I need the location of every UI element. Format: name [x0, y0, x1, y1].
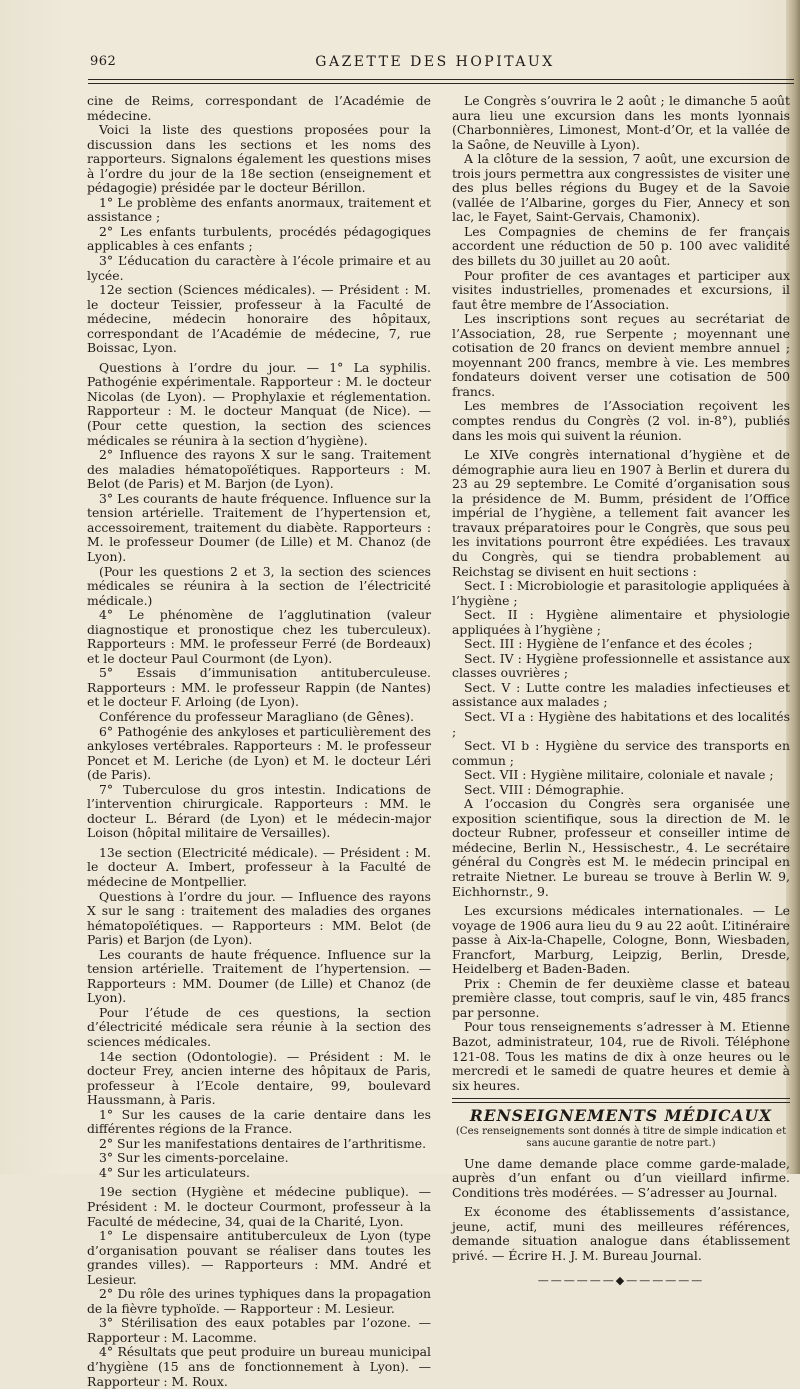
- section-heading-19: 19e section (Hygiène et médecine publique). — Président : M. le docteur Courmont, professeur à la Faculté de médecine, 34, quai de la Charité, Lyon.: [87, 1184, 431, 1229]
- paragraph: 4° Le phénomène de l’agglutination (valeur diagnostique et pronostique chez les tuberculeux). Rapporteurs : MM. le professeur Ferré (de Bordeaux) et le docteur Paul Courmont (de Lyon).: [87, 607, 431, 666]
- page-number: 962: [90, 54, 117, 69]
- journal-title: GAZETTE DES HOPITAUX: [315, 54, 555, 70]
- section-heading-14: 14e section (Odontologie). — Président : M. le docteur Frey, ancien interne des hôpitaux de Paris, professeur à l’Ecole dentaire, 99, boulevard Haussmann, à Paris.: [87, 1048, 431, 1108]
- section-divider: [452, 1098, 790, 1103]
- paragraph: 2° Du rôle des urines typhiques dans la propagation de la fièvre typhoïde. — Rapporteur : M. Lesieur.: [87, 1286, 431, 1316]
- paragraph: Le Congrès s’ouvrira le 2 août ; le dimanche 5 août aura lieu une excursion dans les monts lyonnais (Charbonnières, Limonest, Mont-d’Or, et la vallée de la Saône, de Neuville à Lyon).: [452, 93, 790, 152]
- excursions-paragraph: Les excursions médicales internationales. — Le voyage de 1906 aura lieu du 9 au 22 août. L’itinéraire passe à Aix-la-Chapelle, Cologne, Bonn, Wiesbaden, Francfort, Marburg, Leipzig, Berlin, Dresde, Heidelberg et Baden-Baden.: [452, 903, 790, 977]
- renseignements-title: RENSEIGNEMENTS MÉDICAUX: [469, 1106, 773, 1126]
- right-column: [452, 94, 790, 1288]
- paragraph: Pour tous renseignements s’adresser à M. Etienne Bazot, administrateur, 104, rue de Rivoli. Téléphone 121-08. Tous les matins de dix à onze heures ou le mercredi et le samedi de quatre heures et demie à six heures.: [452, 1019, 790, 1093]
- paragraph: 7° Tuberculose du gros intestin. Indications de l’intervention chirurgicale. Rapporteurs : MM. le docteur L. Bérard (de Lyon) et le médecin-major Loison (hôpital militaire de Versailles).: [87, 781, 431, 841]
- paragraph: 1° Sur les causes de la carie dentaire dans les différentes régions de la France.: [87, 1106, 431, 1137]
- paragraph: 1° Le dispensaire antituberculeux de Lyon (type d’organisation pouvant se réaliser dans toutes les grandes villes). — Rapporteurs : MM. André et Lesieur.: [87, 1228, 431, 1287]
- header-rule-thin: [88, 83, 794, 84]
- paragraph: 3° Les courants de haute fréquence. Influence sur la tension artérielle. Traitement de l’hypertension et, accessoirement, traitement du diabète. Rapporteurs : M. le professeur Doumer (de Lille) et M. Chanoz (de Lyon).: [87, 490, 431, 564]
- paragraph: Conférence du professeur Maragliano (de Gênes).: [99, 708, 414, 724]
- section-item: Sect. VIII : Démographie.: [464, 781, 625, 797]
- paragraph: A la clôture de la session, 7 août, une excursion de trois jours permettra aux congressistes de visiter une des plus belles régions du Bugey et de la Savoie (vallée de l’Albarine, gorges du Fier, Annecy et son lac, le Fayet, Saint-Gervais, Chamonix).: [452, 151, 790, 225]
- section-item: Sect. III : Hygiène de l’enfance et des écoles ;: [464, 636, 753, 652]
- paragraph: Questions à l’ordre du jour. — 1° La syphilis. Pathogénie expérimentale. Rapporteur : M. le docteur Nicolas (de Lyon). — Prophylaxie et réglementation. Rapporteur : M. le docteur Manquat (de Nice). — (Pour cette question, la section des sciences médicales se réunira à la section d’hygiène).: [87, 359, 431, 448]
- paragraph: Les membres de l’Association reçoivent les comptes rendus du Congrès (2 vol. in-8°), publiés dans les mois qui suivent la réunion.: [452, 398, 790, 443]
- section-heading-13: 13e section (Electricité médicale). — Président : M. le docteur A. Imbert, professeur à la Faculté de médecine de Montpellier.: [87, 844, 431, 889]
- paragraph: Pour l’étude de ces questions, la section d’électricité médicale sera réunie à la section des sciences médicales.: [87, 1004, 431, 1049]
- section-heading-12: 12e section (Sciences médicales). — Président : M. le docteur Teissier, professeur à la Faculté de médecine, médecin honoraire des hôpitaux, correspondant de l’Académie de médecine, 7, rue Boissac, Lyon.: [87, 282, 431, 356]
- paragraph: 3° L’éducation du caractère à l’école primaire et au lycée.: [87, 253, 431, 283]
- paragraph: Voici la liste des questions proposées pour la discussion dans les sections et les noms des rapporteurs. Signalons également les questions mises à l’ordre du jour de la 18e section (enseignement et pédagogie) présidée par le docteur Bérillon.: [87, 122, 431, 196]
- renseignements-note: (Ces renseignements sont donnés à titre de simple indication et sans aucune garantie de notre part.): [455, 1125, 787, 1150]
- section-item: Sect. VI a : Hygiène des habitations et des localités ;: [452, 708, 790, 739]
- paragraph: 3° Sur les ciments-porcelaine.: [99, 1150, 289, 1166]
- paragraph: 6° Pathogénie des ankyloses et particulièrement des ankyloses vertébrales. Rapporteurs : M. le professeur Poncet et M. Leriche (de Lyon) et M. le docteur Léri (de Paris).: [87, 723, 431, 783]
- paragraph: 2° Influence des rayons X sur le sang. Traitement des maladies hématopoïétiques. Rapporteurs : M. Belot (de Paris) et M. Barjon (de Lyon).: [87, 447, 431, 492]
- paragraph: Questions à l’ordre du jour. — Influence des rayons X sur le sang : traitement des maladies des organes hématopoïétiques. — Rapporteurs : MM. Belot (de Paris) et Barjon (de Lyon).: [87, 888, 431, 948]
- paragraph: 1° Le problème des enfants anormaux, traitement et assistance ;: [87, 194, 431, 225]
- paragraph: 4° Résultats que peut produire un bureau municipal d’hygiène (15 ans de fonctionnement à Lyon). — Rapporteur : M. Roux.: [87, 1344, 431, 1389]
- ornament-divider: ——————◆——————: [537, 1273, 705, 1287]
- classified-ad: Ex économe des établissements d’assistance, jeune, actif, muni des meilleures références, demande situation analogue dans établissement privé. — Écrire H. J. M. Bureau Journal.: [452, 1204, 790, 1264]
- paragraph: Prix : Chemin de fer deuxième classe et bateau première classe, tout compris, sauf le vin, 485 francs par personne.: [452, 975, 790, 1020]
- left-column: [87, 94, 431, 1389]
- paragraph: (Pour les questions 2 et 3, la section des sciences médicales se réunira à la section de l’électricité médicale.): [87, 563, 431, 608]
- paragraph: 2° Sur les manifestations dentaires de l’arthritisme.: [99, 1135, 427, 1151]
- paragraph: Les courants de haute fréquence. Influence sur la tension artérielle. Traitement de l’hypertension. — Rapporteurs : MM. Doumer (de Lille) et Chanoz (de Lyon).: [87, 946, 431, 1006]
- paragraph: 3° Stérilisation des eaux potables par l’ozone. — Rapporteur : M. Lacomme.: [87, 1315, 431, 1345]
- page-header: [88, 54, 782, 74]
- section-item: Sect. V : Lutte contre les maladies infectieuses et assistance aux malades ;: [452, 679, 790, 710]
- paragraph: Les Compagnies de chemins de fer français accordent une réduction de 50 p. 100 avec validité des billets du 30 juillet au 20 août.: [452, 223, 790, 269]
- section-item: Sect. I : Microbiologie et parasitologie appliquées à l’hygiène ;: [452, 578, 790, 608]
- section-item: Sect. IV : Hygiène professionnelle et assistance aux classes ouvrières ;: [452, 650, 790, 681]
- paragraph: cine de Reims, correspondant de l’Académie de médecine.: [87, 93, 431, 123]
- classified-ad: Une dame demande place comme garde-malade, auprès d’un enfant ou d’un vieillard infirme. Conditions très modérées. — S’adresser au Journal.: [452, 1155, 790, 1200]
- paragraph: Les inscriptions sont reçues au secrétariat de l’Association, 28, rue Serpente ; moyennant une cotisation de 20 francs on devient membre annuel ; moyennant 200 francs, membre à vie. Les membres fondateurs doivent verser une cotisation de 500 francs.: [452, 311, 790, 399]
- section-item: Sect. II : Hygiène alimentaire et physiologie appliquées à l’hygiène ;: [452, 607, 790, 637]
- section-item: Sect. VI b : Hygiène du service des transports en commun ;: [452, 738, 790, 768]
- paragraph: 4° Sur les articulateurs.: [99, 1164, 250, 1180]
- paragraph: A l’occasion du Congrès sera organisée une exposition scientifique, sous la direction de M. le docteur Rubner, professeur et conseiller intime de médecine, Berlin N., Hessischestr., 4. Le secrétaire général du Congrès est M. le médecin principal en retraite Nietner. Le bureau se trouve à Berlin W. 9, Eichhornstr., 9.: [452, 796, 790, 899]
- header-rule: [88, 79, 794, 80]
- paragraph: 2° Les enfants turbulents, procédés pédagogiques applicables à ces enfants ;: [87, 223, 431, 254]
- paragraph: 5° Essais d’immunisation antituberculeuse. Rapporteurs : MM. le professeur Rappin (de Nantes) et le docteur F. Arloing (de Lyon).: [87, 665, 431, 710]
- section-item: Sect. VII : Hygiène militaire, coloniale et navale ;: [464, 767, 774, 783]
- paragraph: Pour profiter de ces avantages et participer aux visites industrielles, promenades et excursions, il faut être membre de l’Association.: [452, 267, 790, 312]
- congress-berlin-paragraph: Le XIVe congrès international d’hygiène et de démographie aura lieu en 1907 à Berlin et durera du 23 au 29 septembre. Le Comité d’organisation sous la présidence de M. Bumm, président de l’Office impérial de l’hygiène, a tellement fait avancer les travaux préparatoires pour le Congrès, que sous peu les invitations pourront être expédiées. Les travaux du Congrès, qui se tiendra probablement au Reichstag se divisent en huit sections :: [452, 447, 790, 579]
